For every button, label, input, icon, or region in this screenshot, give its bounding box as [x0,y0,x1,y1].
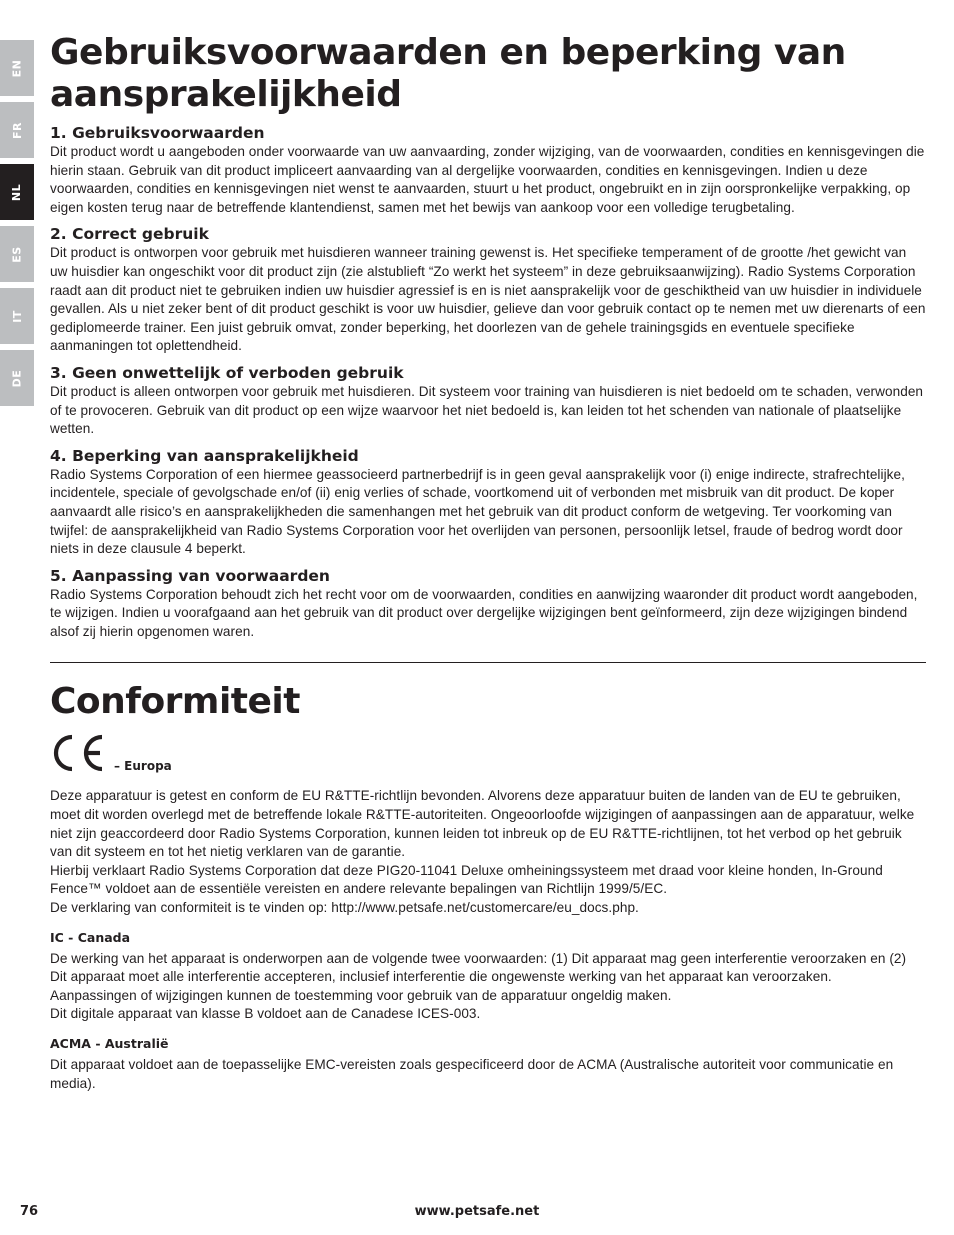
terms-section [50,124,926,217]
section-text: Radio Systems Corporation behoudt zich het recht voor om de voorwaarden, condities en aanwijzing waaronder dit product wordt aangeboden, te wijzigen. Indien u voorafgaand aan het gebruik van dit product over dergelijke wijzigingen bent geïnformeerd, zijn deze wijzigingen bindend alsof zij hierin opgenomen waren. [50,586,918,639]
canada-paragraph: De werking van het apparaat is onderworpen aan de volgende twee voorwaarden: (1) Dit apparaat mag geen interferentie veroorzaken en (2) Dit apparaat moet alle interferentie accepteren, inclusief interferentie die ongewenste werking van het apparaat kan veroorzaken. [50,950,907,985]
language-tab-label: NL [10,183,24,201]
section-text: Dit product wordt u aangeboden onder voorwaarde van uw aanvaarding, zonder wijziging, van de voorwaarden, condities en kennisgevingen die hierin staan. Gebruik van dit product impliceert aanvaarding van al dergelijke voorwaarden, condities en kennisgevingen. Indien u deze voorwaarden, condities en kennisgevingen niet wenst te aanvaarden, stuurt u het product, ongebruikt en in zijn oorspronkelijke verpakking, op eigen kosten terug naar de betreffende klantendienst, samen met het bewijs van aankoop voor een volledige terugbetaling. [50,144,925,215]
language-tab-nl[interactable] [0,164,34,220]
language-tab-de[interactable] [0,350,34,406]
section-heading: 1. Gebruiksvoorwaarden [50,124,265,142]
europe-paragraph: Deze apparatuur is getest en conform de EU R&TTE-richtlijn bevonden. Alvorens deze apparatuur buiten de landen van de EU te gebruiken, moet dit worden overlegd met de betreffende lokale R&TTE-autoriteiten. Ongeoorloofde wijzigingen of aanpassingen aan de apparatuur, welke niet zijn geaccordeerd door Radio Systems Corporation, kunnen leiden tot inbreuk op de EU R&TTE-richtlijnen, tot het verbod op het gebruik van dit systeem en tot het nietig verklaren van de garantie. [50,788,915,860]
section-divider [50,662,926,663]
language-tab-it[interactable] [0,288,34,344]
language-tab-label: EN [10,59,24,77]
language-tab-en[interactable] [0,40,34,96]
page-number: 76 [20,1204,39,1219]
conformity-section [50,681,926,1093]
page-content [50,0,926,1093]
australia-paragraph: Dit apparaat voldoet aan de toepasselijke EMC-vereisten zoals gespecificeerd door de ACMA (Australische autoriteit voor communicatie en media). [50,1057,894,1091]
conformity-title: Conformiteit [50,681,300,723]
terms-section [50,225,926,356]
terms-section [50,364,926,439]
section-heading: 4. Beperking van aansprakelijkheid [50,446,359,465]
language-tab-fr[interactable] [0,102,34,158]
europe-paragraph: De verklaring van conformiteit is te vinden op: http://www.petsafe.net/customercare/eu_docs.php. [50,900,639,916]
language-tab-label: DE [10,369,24,387]
terms-section [50,447,926,559]
section-heading: 3. Geen onwettelijk of verboden gebruik [50,363,404,382]
section-heading: 5. Aanpassing van voorwaarden [50,566,330,585]
language-tab-label: IT [10,309,24,323]
canada-heading: IC - Canada [50,929,131,945]
footer-url[interactable]: www.petsafe.net [414,1204,540,1219]
language-tab-label: ES [10,245,24,263]
europe-paragraph: Hierbij verklaart Radio Systems Corporation dat deze PIG20-11041 Deluxe omheiningssysteem met draad voor kleine honden, In-Ground Fence™ voldoet aan de essentiële vereisten en andere relevante bepalingen van Richtlijn 1999/5/EC. [50,862,883,897]
canada-paragraph: Aanpassingen of wijzigingen kunnen de toestemming voor gebruik van de apparatuur ongeldig maken. [50,987,672,1003]
section-text: Radio Systems Corporation of een hiermee geassocieerd partnerbedrijf is in geen geval aansprakelijk voor (i) enige indirecte, strafrechtelijke, incidentele, speciale of gevolgschade en/of (ii) enig verlies of schade, voortkomend uit of verbonden met misbruik van dit product. De koper aanvaardt alle risico’s en aansprakelijkheden die samenhangen met het gebruik van dit product conform de wetgeving. Ter voorkoming van twijfel: de aansprakelijkheid van Radio Systems Corporation voor het overlijden van personen, persoonlijk letsel, fraude of bedrog wordt door niets in deze clausule 4 beperkt. [50,466,905,557]
ce-row [50,731,926,773]
language-tabs [0,40,34,412]
section-text: Dit product is alleen ontworpen voor gebruik met huisdieren. Dit systeem voor training van huisdieren is niet bedoeld om te schaden, verwonden of te provoceren. Gebruik van dit product op een wijze waarvoor het niet bedoeld is, kan leiden tot het schenden van nationale of plaatselijke wetten. [50,383,924,437]
terms-section [50,567,926,642]
terms-sections [50,124,926,641]
ce-label: – Europa [114,759,172,774]
australia-heading: ACMA - Australië [50,1036,169,1051]
language-tab-es[interactable] [0,226,34,282]
page-title: Gebruiksvoorwaarden en beperking van aansprakelijkheid [50,32,846,115]
section-heading: 2. Correct gebruik [50,225,209,244]
section-text: Dit product is ontworpen voor gebruik met huisdieren wanneer training gewenst is. Het specifieke temperament of de grootte /het gewicht van uw huisdier kan ongeschikt voor dit product zijn (zie alstublieft “Zo werkt het systeem” in deze gebruiksaanwijzing). Radio Systems Corporation raadt aan dit product niet te gebruiken indien uw huisdier agressief is en is niet aansprakelijk voor de geschiktheid van uw huisdier in individuele gevallen. Als u niet zeker bent of dit product geschikt is voor uw huisdier, gelieve dan voor gebruik contact op te nemen met uw dierenarts of een gediplomeerde trainer. Een juist gebruik omvat, zonder beperking, het doorlezen van de gehele trainingsgids en eventuele specifieke aanmaningen tot oplettendheid. [50,245,926,354]
canada-paragraph: Dit digitale apparaat van klasse B voldoet aan de Canadese ICES-003. [50,1006,481,1022]
language-tab-label: FR [10,121,24,139]
ce-mark-icon [50,733,108,773]
